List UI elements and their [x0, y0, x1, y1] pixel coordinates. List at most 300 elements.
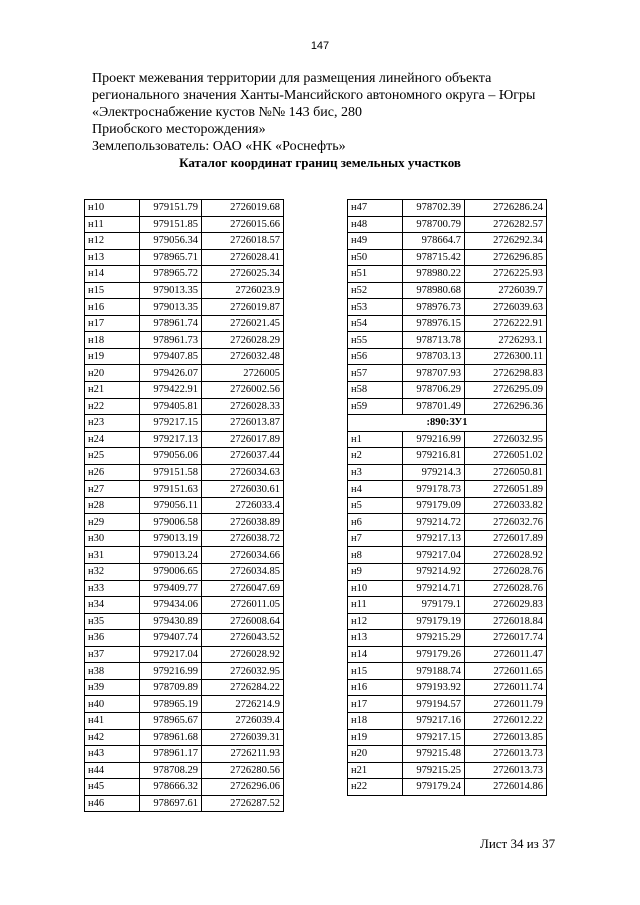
x-coordinate-cell: 979430.89 — [140, 613, 202, 630]
y-coordinate-cell: 2726017.89 — [202, 431, 284, 448]
point-name-cell: н5 — [348, 497, 403, 514]
y-coordinate-cell: 2726011.79 — [465, 696, 547, 713]
y-coordinate-cell: 2726019.68 — [202, 200, 284, 217]
point-name-cell: н20 — [85, 365, 140, 382]
x-coordinate-cell: 978965.19 — [140, 696, 202, 713]
point-name-cell: н36 — [85, 630, 140, 647]
x-coordinate-cell: 978664.7 — [403, 233, 465, 250]
x-coordinate-cell: 979178.73 — [403, 481, 465, 498]
x-coordinate-cell: 979405.81 — [140, 398, 202, 415]
y-coordinate-cell: 2726039.7 — [465, 282, 547, 299]
header-line: «Электроснабжение кустов №№ 143 бис, 280 — [92, 105, 363, 120]
point-name-cell: н12 — [348, 613, 403, 630]
point-name-cell: н6 — [348, 514, 403, 531]
x-coordinate-cell: 979422.91 — [140, 382, 202, 399]
point-name-cell: н21 — [348, 762, 403, 779]
table-row — [85, 497, 284, 514]
y-coordinate-cell: 2726028.33 — [202, 398, 284, 415]
point-name-cell: н17 — [348, 696, 403, 713]
table-row — [85, 464, 284, 481]
y-coordinate-cell: 2726028.76 — [465, 580, 547, 597]
table-row — [348, 779, 547, 796]
table-row — [348, 299, 547, 316]
point-name-cell: н23 — [85, 415, 140, 432]
x-coordinate-cell: 978666.32 — [140, 779, 202, 796]
x-coordinate-cell: 978961.74 — [140, 315, 202, 332]
x-coordinate-cell: 979179.24 — [403, 779, 465, 796]
y-coordinate-cell: 2726011.47 — [465, 646, 547, 663]
y-coordinate-cell: 2726015.66 — [202, 216, 284, 233]
land-user-line: Землепользователь: ОАО «НК «Роснефть» — [92, 139, 346, 154]
y-coordinate-cell: 2726293.1 — [465, 332, 547, 349]
x-coordinate-cell: 979215.29 — [403, 630, 465, 647]
table-row — [85, 679, 284, 696]
table-row — [348, 696, 547, 713]
x-coordinate-cell: 978708.29 — [140, 762, 202, 779]
y-coordinate-cell: 2726287.52 — [202, 795, 284, 812]
table-row — [348, 216, 547, 233]
table-row — [348, 663, 547, 680]
y-coordinate-cell: 2726028.41 — [202, 249, 284, 266]
point-name-cell: н25 — [85, 448, 140, 465]
table-row — [85, 233, 284, 250]
table-row — [348, 332, 547, 349]
y-coordinate-cell: 2726284.22 — [202, 679, 284, 696]
x-coordinate-cell: 979217.15 — [140, 415, 202, 432]
header-line: регионального значения Ханты-Мансийского автономного округа – Югры — [92, 88, 536, 103]
point-name-cell: н34 — [85, 597, 140, 614]
point-name-cell: н17 — [85, 315, 140, 332]
table-row — [348, 630, 547, 647]
point-name-cell: н15 — [85, 282, 140, 299]
y-coordinate-cell: 2726013.73 — [465, 762, 547, 779]
document-header — [92, 70, 562, 155]
table-row — [85, 779, 284, 796]
table-row — [85, 712, 284, 729]
y-coordinate-cell: 2726214.9 — [202, 696, 284, 713]
table-row — [85, 530, 284, 547]
x-coordinate-cell: 978980.22 — [403, 266, 465, 283]
table-row — [85, 249, 284, 266]
table-row — [348, 497, 547, 514]
table-row — [348, 282, 547, 299]
point-name-cell: н28 — [85, 497, 140, 514]
x-coordinate-cell: 979407.74 — [140, 630, 202, 647]
x-coordinate-cell: 978961.17 — [140, 746, 202, 763]
table-row — [348, 431, 547, 448]
header-line: Приобского месторождения» — [92, 122, 266, 137]
y-coordinate-cell: 2726011.65 — [465, 663, 547, 680]
x-coordinate-cell: 979217.13 — [140, 431, 202, 448]
y-coordinate-cell: 2726296.36 — [465, 398, 547, 415]
x-coordinate-cell: 978965.72 — [140, 266, 202, 283]
table-row — [348, 597, 547, 614]
table-row — [348, 580, 547, 597]
y-coordinate-cell: 2726002.56 — [202, 382, 284, 399]
y-coordinate-cell: 2726280.56 — [202, 762, 284, 779]
point-name-cell: н11 — [85, 216, 140, 233]
point-name-cell: н43 — [85, 746, 140, 763]
point-name-cell: н1 — [348, 431, 403, 448]
table-row — [85, 365, 284, 382]
point-name-cell: н35 — [85, 613, 140, 630]
point-name-cell: н9 — [348, 564, 403, 581]
y-coordinate-cell: 2726017.89 — [465, 530, 547, 547]
point-name-cell: н20 — [348, 746, 403, 763]
x-coordinate-cell: 979216.99 — [403, 431, 465, 448]
point-name-cell: н19 — [348, 729, 403, 746]
x-coordinate-cell: 979194.57 — [403, 696, 465, 713]
y-coordinate-cell: 2726028.29 — [202, 332, 284, 349]
table-row — [348, 315, 547, 332]
table-row — [85, 795, 284, 812]
x-coordinate-cell: 979217.04 — [403, 547, 465, 564]
x-coordinate-cell: 979193.92 — [403, 679, 465, 696]
table-row — [85, 729, 284, 746]
y-coordinate-cell: 2726282.57 — [465, 216, 547, 233]
point-name-cell: н51 — [348, 266, 403, 283]
point-name-cell: н3 — [348, 464, 403, 481]
x-coordinate-cell: 979006.65 — [140, 564, 202, 581]
y-coordinate-cell: 2726051.89 — [465, 481, 547, 498]
table-row — [85, 514, 284, 531]
y-coordinate-cell: 2726211.93 — [202, 746, 284, 763]
y-coordinate-cell: 2726047.69 — [202, 580, 284, 597]
point-name-cell: н15 — [348, 663, 403, 680]
table-row — [85, 746, 284, 763]
point-name-cell: н49 — [348, 233, 403, 250]
table-row — [348, 382, 547, 399]
point-name-cell: н50 — [348, 249, 403, 266]
x-coordinate-cell: 979214.3 — [403, 464, 465, 481]
table-row — [85, 200, 284, 217]
table-row — [348, 530, 547, 547]
x-coordinate-cell: 979217.16 — [403, 712, 465, 729]
table-row — [85, 398, 284, 415]
x-coordinate-cell: 979434.06 — [140, 597, 202, 614]
point-name-cell: н55 — [348, 332, 403, 349]
x-coordinate-cell: 979151.63 — [140, 481, 202, 498]
x-coordinate-cell: 979179.1 — [403, 597, 465, 614]
table-row — [348, 398, 547, 415]
y-coordinate-cell: 2726296.06 — [202, 779, 284, 796]
point-name-cell: н7 — [348, 530, 403, 547]
point-name-cell: н45 — [85, 779, 140, 796]
x-coordinate-cell: 979056.11 — [140, 497, 202, 514]
table-row — [348, 348, 547, 365]
y-coordinate-cell: 2726034.85 — [202, 564, 284, 581]
y-coordinate-cell: 2726013.73 — [465, 746, 547, 763]
table-row — [85, 315, 284, 332]
table-row — [85, 762, 284, 779]
y-coordinate-cell: 2726021.45 — [202, 315, 284, 332]
point-name-cell: н11 — [348, 597, 403, 614]
table-row — [85, 646, 284, 663]
land-plot-label: :890:ЗУ1 — [348, 415, 547, 432]
x-coordinate-cell: 978702.39 — [403, 200, 465, 217]
y-coordinate-cell: 2726023.9 — [202, 282, 284, 299]
point-name-cell: н22 — [348, 779, 403, 796]
point-name-cell: н14 — [348, 646, 403, 663]
x-coordinate-cell: 978706.29 — [403, 382, 465, 399]
point-name-cell: н53 — [348, 299, 403, 316]
x-coordinate-cell: 979214.72 — [403, 514, 465, 531]
x-coordinate-cell: 979216.81 — [403, 448, 465, 465]
point-name-cell: н29 — [85, 514, 140, 531]
y-coordinate-cell: 2726051.02 — [465, 448, 547, 465]
x-coordinate-cell: 978976.15 — [403, 315, 465, 332]
x-coordinate-cell: 979217.04 — [140, 646, 202, 663]
table-row — [85, 597, 284, 614]
x-coordinate-cell: 979013.24 — [140, 547, 202, 564]
point-name-cell: н40 — [85, 696, 140, 713]
table-row — [348, 448, 547, 465]
table-row — [348, 266, 547, 283]
table-row — [85, 663, 284, 680]
y-coordinate-cell: 2726298.83 — [465, 365, 547, 382]
y-coordinate-cell: 2726039.63 — [465, 299, 547, 316]
x-coordinate-cell: 978707.93 — [403, 365, 465, 382]
x-coordinate-cell: 979179.09 — [403, 497, 465, 514]
y-coordinate-cell: 2726018.57 — [202, 233, 284, 250]
point-name-cell: н37 — [85, 646, 140, 663]
x-coordinate-cell: 979214.71 — [403, 580, 465, 597]
point-name-cell: н22 — [85, 398, 140, 415]
point-name-cell: н4 — [348, 481, 403, 498]
y-coordinate-cell: 2726030.61 — [202, 481, 284, 498]
y-coordinate-cell: 2726292.34 — [465, 233, 547, 250]
y-coordinate-cell: 2726222.91 — [465, 315, 547, 332]
x-coordinate-cell: 979217.15 — [403, 729, 465, 746]
table-row — [85, 613, 284, 630]
y-coordinate-cell: 2726014.86 — [465, 779, 547, 796]
x-coordinate-cell: 979215.48 — [403, 746, 465, 763]
point-name-cell: н54 — [348, 315, 403, 332]
y-coordinate-cell: 2726032.48 — [202, 348, 284, 365]
point-name-cell: н19 — [85, 348, 140, 365]
x-coordinate-cell: 978709.89 — [140, 679, 202, 696]
point-name-cell: н41 — [85, 712, 140, 729]
point-name-cell: н33 — [85, 580, 140, 597]
y-coordinate-cell: 2726037.44 — [202, 448, 284, 465]
x-coordinate-cell: 978961.73 — [140, 332, 202, 349]
point-name-cell: н13 — [85, 249, 140, 266]
header-line: Проект межевания территории для размещения линейного объекта — [92, 71, 492, 86]
table-row — [85, 580, 284, 597]
table-row — [348, 249, 547, 266]
table-row — [348, 762, 547, 779]
y-coordinate-cell: 2726025.34 — [202, 266, 284, 283]
x-coordinate-cell: 978965.67 — [140, 712, 202, 729]
y-coordinate-cell: 2726295.09 — [465, 382, 547, 399]
y-coordinate-cell: 2726296.85 — [465, 249, 547, 266]
x-coordinate-cell: 979215.25 — [403, 762, 465, 779]
table-row — [85, 547, 284, 564]
x-coordinate-cell: 979409.77 — [140, 580, 202, 597]
x-coordinate-cell: 978697.61 — [140, 795, 202, 812]
point-name-cell: н27 — [85, 481, 140, 498]
table-row — [348, 646, 547, 663]
y-coordinate-cell: 2726029.83 — [465, 597, 547, 614]
table-row — [85, 282, 284, 299]
table-row — [348, 464, 547, 481]
x-coordinate-cell: 978713.78 — [403, 332, 465, 349]
table-row — [85, 630, 284, 647]
section-header-row — [348, 415, 547, 432]
point-name-cell: н10 — [348, 580, 403, 597]
x-coordinate-cell: 979151.79 — [140, 200, 202, 217]
table-row — [348, 547, 547, 564]
y-coordinate-cell: 2726034.63 — [202, 464, 284, 481]
table-row — [85, 332, 284, 349]
point-name-cell: н8 — [348, 547, 403, 564]
point-name-cell: н38 — [85, 663, 140, 680]
point-name-cell: н18 — [85, 332, 140, 349]
y-coordinate-cell: 2726043.52 — [202, 630, 284, 647]
table-row — [348, 613, 547, 630]
x-coordinate-cell: 979151.58 — [140, 464, 202, 481]
y-coordinate-cell: 2726032.95 — [465, 431, 547, 448]
table-row — [348, 365, 547, 382]
point-name-cell: н32 — [85, 564, 140, 581]
x-coordinate-cell: 979006.58 — [140, 514, 202, 531]
point-name-cell: н21 — [85, 382, 140, 399]
x-coordinate-cell: 979188.74 — [403, 663, 465, 680]
table-row — [85, 266, 284, 283]
y-coordinate-cell: 2726028.76 — [465, 564, 547, 581]
y-coordinate-cell: 2726225.93 — [465, 266, 547, 283]
coordinates-table-left — [84, 199, 284, 812]
y-coordinate-cell: 2726028.92 — [202, 646, 284, 663]
x-coordinate-cell: 979426.07 — [140, 365, 202, 382]
x-coordinate-cell: 978961.68 — [140, 729, 202, 746]
table-row — [348, 233, 547, 250]
y-coordinate-cell: 2726033.82 — [465, 497, 547, 514]
table-row — [85, 382, 284, 399]
table-row — [348, 712, 547, 729]
y-coordinate-cell: 2726013.85 — [465, 729, 547, 746]
point-name-cell: н16 — [348, 679, 403, 696]
y-coordinate-cell: 2726017.74 — [465, 630, 547, 647]
x-coordinate-cell: 979013.35 — [140, 282, 202, 299]
table-row — [85, 415, 284, 432]
x-coordinate-cell: 979179.19 — [403, 613, 465, 630]
y-coordinate-cell: 2726038.72 — [202, 530, 284, 547]
x-coordinate-cell: 979217.13 — [403, 530, 465, 547]
point-name-cell: н59 — [348, 398, 403, 415]
point-name-cell: н57 — [348, 365, 403, 382]
table-row — [348, 679, 547, 696]
table-row — [348, 481, 547, 498]
x-coordinate-cell: 978703.13 — [403, 348, 465, 365]
table-row — [85, 348, 284, 365]
x-coordinate-cell: 978976.73 — [403, 299, 465, 316]
y-coordinate-cell: 2726013.87 — [202, 415, 284, 432]
y-coordinate-cell: 2726018.84 — [465, 613, 547, 630]
y-coordinate-cell: 2726012.22 — [465, 712, 547, 729]
point-name-cell: н10 — [85, 200, 140, 217]
x-coordinate-cell: 979056.06 — [140, 448, 202, 465]
table-row — [85, 564, 284, 581]
y-coordinate-cell: 2726039.4 — [202, 712, 284, 729]
x-coordinate-cell: 979013.35 — [140, 299, 202, 316]
y-coordinate-cell: 2726300.11 — [465, 348, 547, 365]
table-row — [85, 481, 284, 498]
point-name-cell: н52 — [348, 282, 403, 299]
point-name-cell: н31 — [85, 547, 140, 564]
point-name-cell: н30 — [85, 530, 140, 547]
table-row — [348, 729, 547, 746]
point-name-cell: н26 — [85, 464, 140, 481]
point-name-cell: н12 — [85, 233, 140, 250]
y-coordinate-cell: 2726034.66 — [202, 547, 284, 564]
y-coordinate-cell: 2726032.95 — [202, 663, 284, 680]
point-name-cell: н47 — [348, 200, 403, 217]
x-coordinate-cell: 979013.19 — [140, 530, 202, 547]
y-coordinate-cell: 2726005 — [202, 365, 284, 382]
table-row — [348, 514, 547, 531]
point-name-cell: н58 — [348, 382, 403, 399]
x-coordinate-cell: 979214.92 — [403, 564, 465, 581]
x-coordinate-cell: 979151.85 — [140, 216, 202, 233]
x-coordinate-cell: 978965.71 — [140, 249, 202, 266]
y-coordinate-cell: 2726032.76 — [465, 514, 547, 531]
page-number: 147 — [310, 40, 330, 52]
point-name-cell: н44 — [85, 762, 140, 779]
point-name-cell: н14 — [85, 266, 140, 283]
y-coordinate-cell: 2726033.4 — [202, 497, 284, 514]
x-coordinate-cell: 978715.42 — [403, 249, 465, 266]
table-row — [85, 431, 284, 448]
table-row — [348, 200, 547, 217]
table-row — [85, 216, 284, 233]
x-coordinate-cell: 979407.85 — [140, 348, 202, 365]
x-coordinate-cell: 978701.49 — [403, 398, 465, 415]
y-coordinate-cell: 2726028.92 — [465, 547, 547, 564]
coordinates-table-right — [347, 199, 547, 796]
point-name-cell: н24 — [85, 431, 140, 448]
y-coordinate-cell: 2726286.24 — [465, 200, 547, 217]
y-coordinate-cell: 2726011.05 — [202, 597, 284, 614]
point-name-cell: н16 — [85, 299, 140, 316]
point-name-cell: н2 — [348, 448, 403, 465]
y-coordinate-cell: 2726050.81 — [465, 464, 547, 481]
y-coordinate-cell: 2726038.89 — [202, 514, 284, 531]
table-row — [85, 299, 284, 316]
catalog-title: Каталог координат границ земельных участков — [179, 155, 461, 170]
table-row — [85, 448, 284, 465]
point-name-cell: н56 — [348, 348, 403, 365]
y-coordinate-cell: 2726008.64 — [202, 613, 284, 630]
y-coordinate-cell: 2726039.31 — [202, 729, 284, 746]
table-row — [85, 696, 284, 713]
point-name-cell: н13 — [348, 630, 403, 647]
y-coordinate-cell: 2726019.87 — [202, 299, 284, 316]
x-coordinate-cell: 978980.68 — [403, 282, 465, 299]
x-coordinate-cell: 978700.79 — [403, 216, 465, 233]
table-row — [348, 746, 547, 763]
sheet-number: Лист 34 из 37 — [480, 836, 556, 851]
point-name-cell: н42 — [85, 729, 140, 746]
point-name-cell: н48 — [348, 216, 403, 233]
table-row — [348, 564, 547, 581]
x-coordinate-cell: 979216.99 — [140, 663, 202, 680]
x-coordinate-cell: 979056.34 — [140, 233, 202, 250]
point-name-cell: н18 — [348, 712, 403, 729]
x-coordinate-cell: 979179.26 — [403, 646, 465, 663]
point-name-cell: н46 — [85, 795, 140, 812]
point-name-cell: н39 — [85, 679, 140, 696]
